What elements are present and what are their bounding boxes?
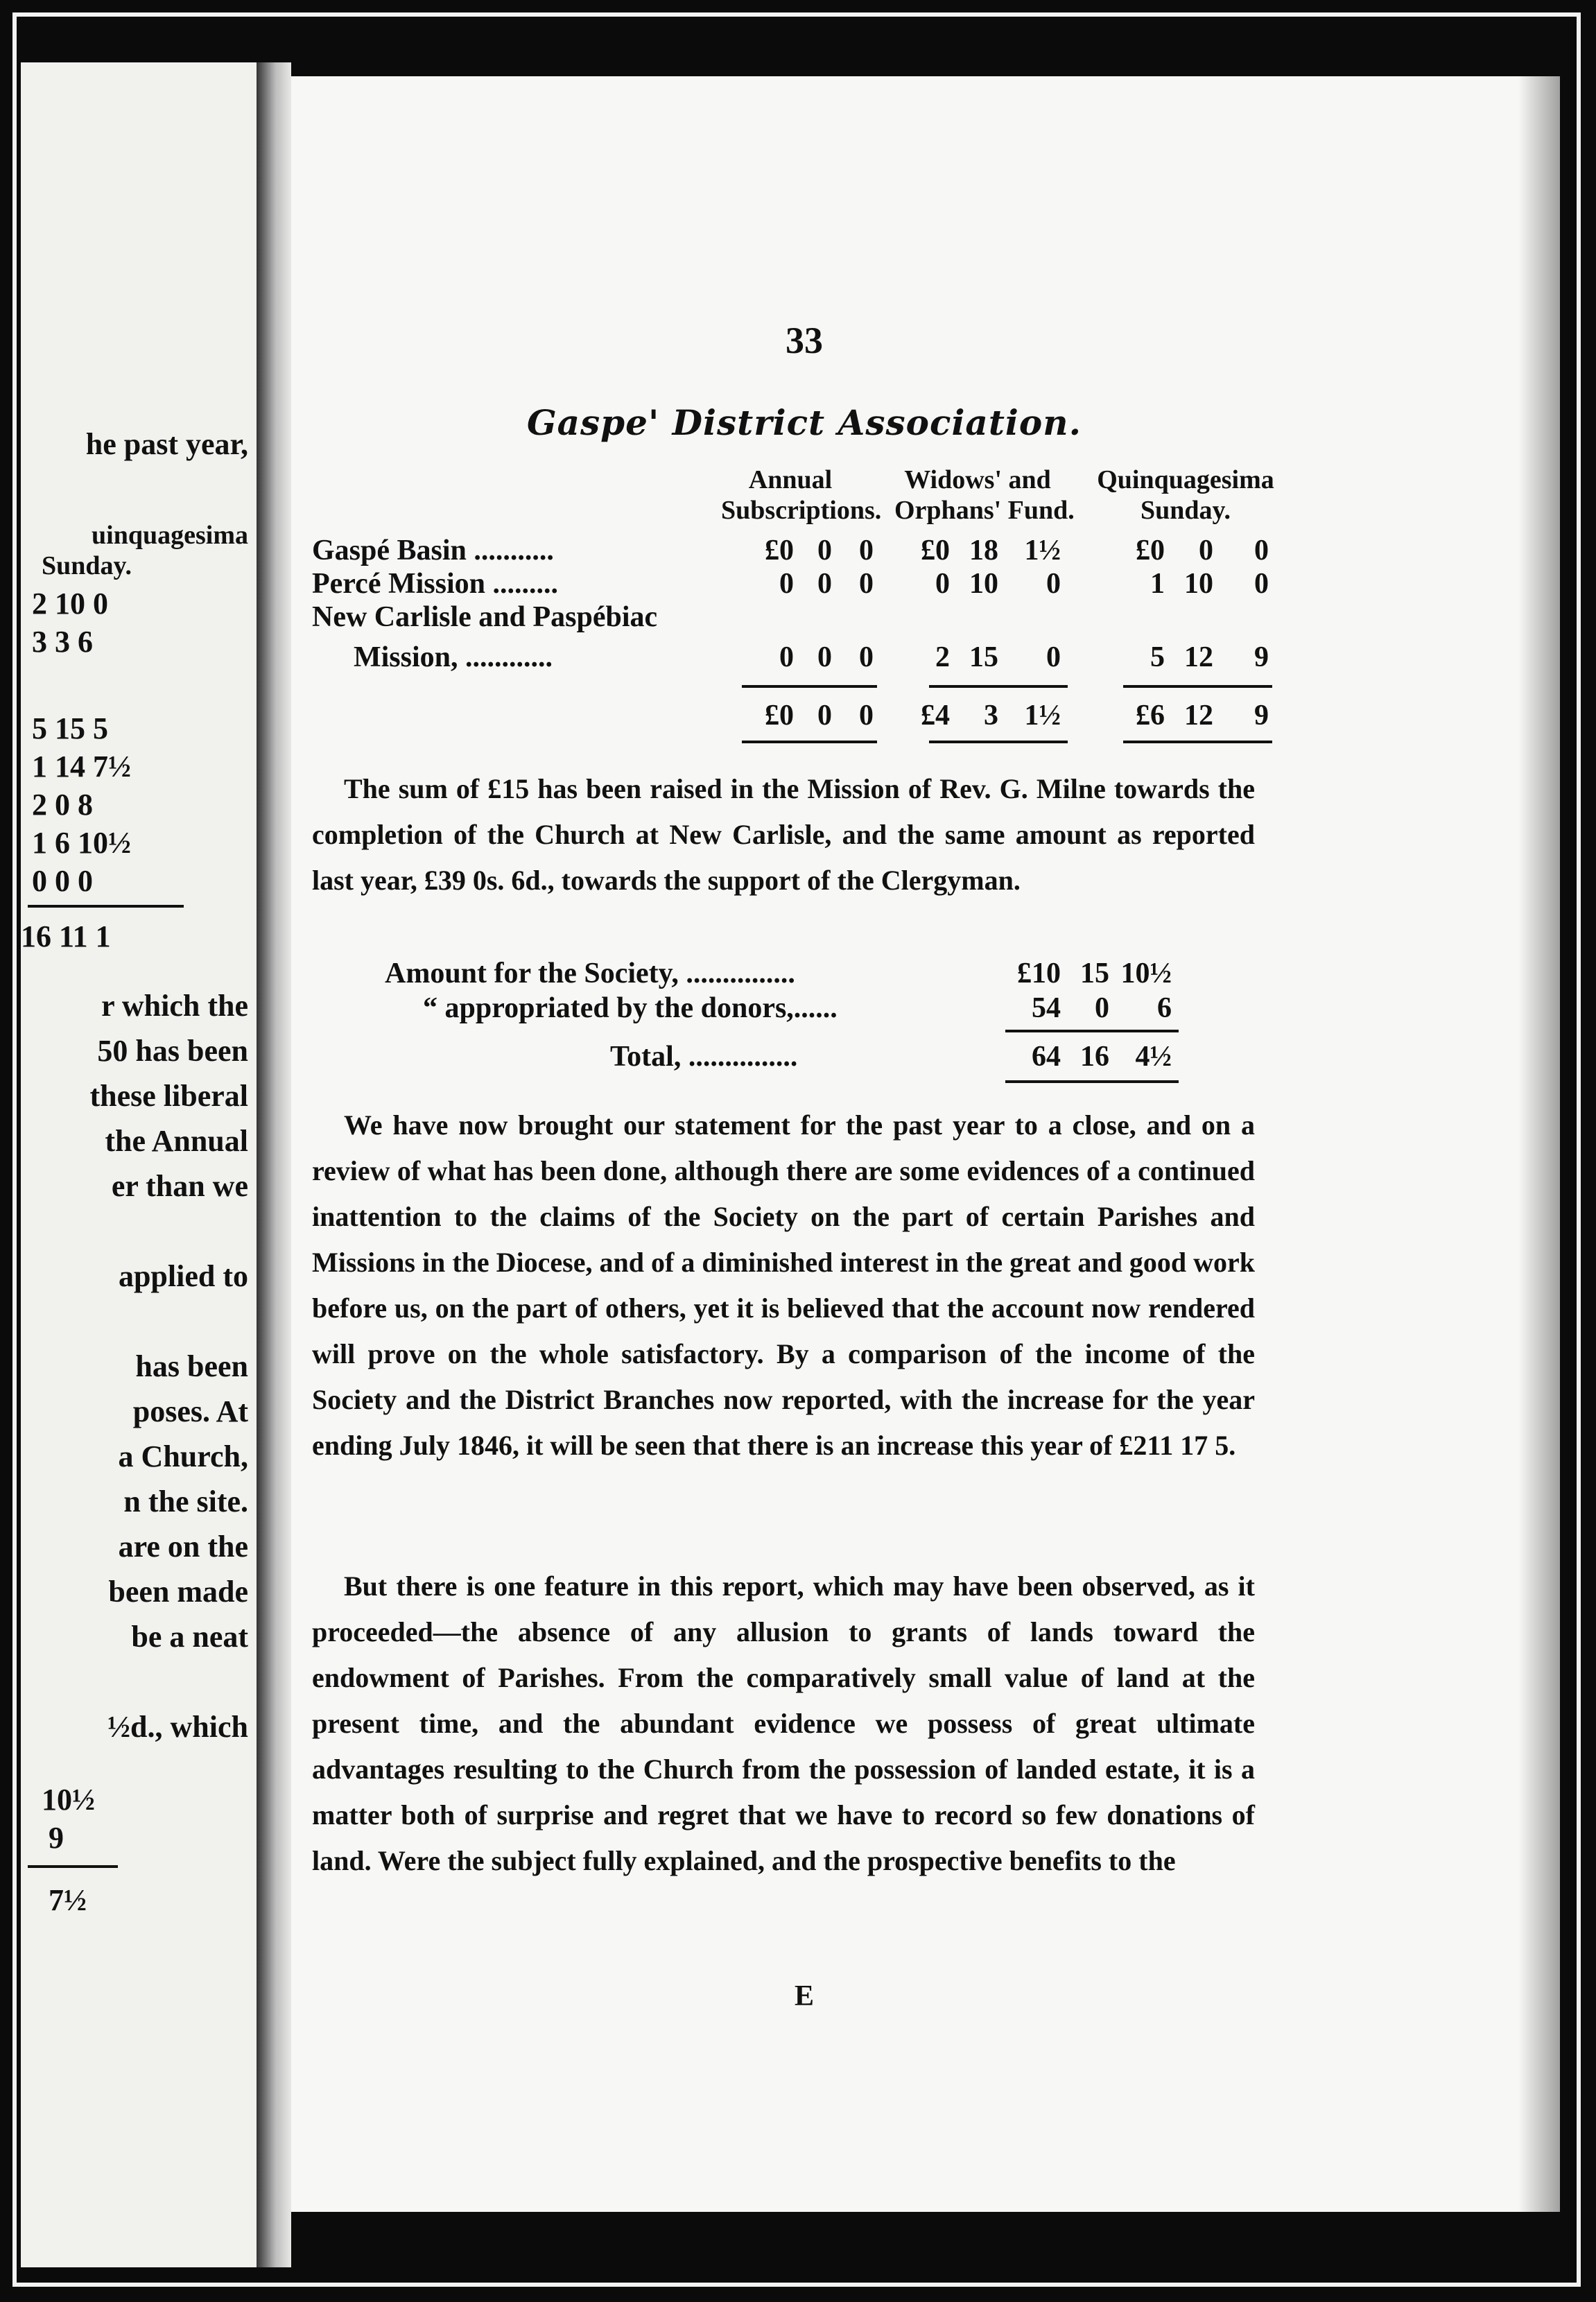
- left-text-fragment: a Church,: [118, 1439, 248, 1473]
- table-cell: £0: [921, 535, 950, 566]
- page-edge-shadow: [1518, 76, 1560, 2212]
- table-cell: 10: [969, 568, 998, 600]
- table-cell: 1½: [1024, 535, 1061, 566]
- table-cell: 18: [969, 535, 998, 566]
- table-cell: 0: [859, 568, 874, 600]
- left-text-fragment: n the site.: [123, 1485, 248, 1518]
- summary-total-value: 16: [1080, 1041, 1109, 1073]
- table-cell: 0: [817, 568, 832, 600]
- paragraph: But there is one feature in this report, which may have been observed, as it proceeded—the absence of any allusion to grants of lands toward the endowment of Parishes. From the comparatively small value of land at the present time, and the abundant evidence we possess of great ultimate advantages resulting to the Church from the possession of landed estate, it is a matter both of surprise and regret that we have to record so few donations of land. Were the subject fully explained, and the prospective benefits to the: [312, 1570, 1255, 1876]
- table-cell: 5: [1150, 641, 1165, 673]
- summary-label: Amount for the Society, ...............: [385, 958, 795, 989]
- left-text-fragment: are on the: [118, 1530, 248, 1564]
- column-header-quinquagesima: Quinquagesima Sunday.: [1097, 465, 1274, 525]
- table-cell: 0: [1254, 568, 1269, 600]
- table-cell: 10: [1184, 568, 1213, 600]
- paragraph: We have now brought our statement for the past year to a close, and on a review of what has been done, although there are some evidences of a continued inattention to the claims of the Society on the part of certain Parishes and Missions in the Diocese, and of a diminished interest in the great and good work before us, on the part of others, yet it is believed that the account now rendered will prove on the whole satisfactory. By a comparison of the income of the Society and the District Branches now reported, with the increase for the year ending July 1846, it will be seen that there is an increase this year of £211 17 5.: [312, 1109, 1255, 1461]
- table-cell: 0: [779, 568, 794, 600]
- table-row-name: Gaspé Basin ...........: [312, 535, 554, 566]
- left-text-fragment: these liberal: [89, 1079, 248, 1113]
- left-text-fragment: 1 6 10½: [32, 826, 131, 860]
- summary-label: “ appropriated by the donors,......: [423, 992, 838, 1024]
- table-cell: 0: [817, 535, 832, 566]
- section-title: Gaspe' District Association.: [526, 402, 1082, 443]
- summary-value: 6: [1157, 992, 1172, 1024]
- left-text-fragment: er than we: [111, 1169, 248, 1203]
- table-cell: 0: [859, 535, 874, 566]
- left-text-fragment: poses. At: [132, 1394, 248, 1428]
- table-rule: [742, 685, 877, 688]
- summary-total-value: 64: [1032, 1041, 1061, 1073]
- left-text-fragment: the Annual: [105, 1124, 248, 1158]
- summary-value: 10½: [1120, 958, 1172, 989]
- left-text-fragment: uinquagesima: [92, 521, 248, 550]
- summary-value: £10: [1017, 958, 1061, 989]
- left-text-fragment: 2 10 0: [32, 587, 108, 621]
- left-text-fragment: be a neat: [131, 1620, 248, 1654]
- signature-mark: E: [794, 1980, 814, 2012]
- table-cell: 0: [1046, 641, 1061, 673]
- left-text-fragment: 0 0 0: [32, 864, 93, 898]
- table-cell: 0: [859, 641, 874, 673]
- table-total: 1½: [1024, 700, 1061, 732]
- table-total: £6: [1136, 700, 1165, 732]
- left-text-fragment: ½d., which: [107, 1710, 248, 1744]
- left-text-fragment: 7½: [49, 1883, 87, 1917]
- paragraph: The sum of £15 has been raised in the Mission of Rev. G. Milne towards the completion of the Church at New Carlisle, and the same amount as reported last year, £39 0s. 6d., towards the support of the Clergyman.: [312, 773, 1255, 896]
- table-cell: 2: [935, 641, 950, 673]
- left-text-fragment: he past year,: [85, 427, 248, 461]
- table-cell: 0: [1254, 535, 1269, 566]
- table-cell: 15: [969, 641, 998, 673]
- table-total: 3: [984, 700, 998, 732]
- summary-value: 15: [1080, 958, 1109, 989]
- summary-total-label: Total, ...............: [610, 1041, 798, 1073]
- table-cell: 0: [935, 568, 950, 600]
- column-header-widows: Widows' and Orphans' Fund.: [894, 465, 1075, 525]
- left-text-fragment: Sunday.: [42, 551, 132, 580]
- table-cell: 12: [1184, 641, 1213, 673]
- table-cell: £0: [1136, 535, 1165, 566]
- left-text-fragment: 2 0 8: [32, 788, 93, 822]
- summary-rule: [1005, 1030, 1179, 1032]
- table-total: 9: [1254, 700, 1269, 732]
- summary-rule: [1005, 1080, 1179, 1083]
- summary-value: 0: [1095, 992, 1109, 1024]
- left-text-fragment: 5 15 5: [32, 711, 108, 745]
- summary-value: 54: [1032, 992, 1061, 1024]
- table-row-name: New Carlisle and Paspébiac: [312, 601, 658, 633]
- page-number: 33: [786, 320, 823, 361]
- table-total: 12: [1184, 700, 1213, 732]
- left-text-fragment: 50 has been: [97, 1034, 248, 1068]
- left-text-fragment: 10½: [42, 1783, 95, 1817]
- table-cell: 0: [817, 641, 832, 673]
- table-cell: 9: [1254, 641, 1269, 673]
- table-cell: £0: [765, 535, 794, 566]
- table-cell: 0: [779, 641, 794, 673]
- column-header-annual: Annual Subscriptions.: [721, 465, 882, 525]
- table-row-name: Mission, ............: [354, 641, 553, 673]
- table-rule: [742, 741, 877, 743]
- left-text-fragment: 1 14 7½: [32, 750, 131, 784]
- summary-total-value: 4½: [1135, 1041, 1172, 1073]
- table-row-name: Percé Mission .........: [312, 568, 558, 600]
- table-total: £4: [921, 700, 950, 732]
- table-cell: 0: [1199, 535, 1213, 566]
- left-rule: [28, 905, 184, 908]
- table-total: £0: [765, 700, 794, 732]
- table-cell: 1: [1150, 568, 1165, 600]
- left-text-fragment: 3 3 6: [32, 625, 93, 659]
- left-text-fragment: been made: [108, 1575, 248, 1609]
- left-text-fragment: 16 11 1: [21, 919, 111, 953]
- table-total: 0: [817, 700, 832, 732]
- left-text-fragment: r which the: [101, 989, 248, 1023]
- table-rule: [929, 741, 1068, 743]
- left-text-fragment: has been: [135, 1349, 248, 1383]
- left-page-fragment: [21, 62, 257, 2267]
- left-rule: [28, 1865, 118, 1868]
- table-rule: [1123, 741, 1272, 743]
- table-total: 0: [859, 700, 874, 732]
- table-rule: [929, 685, 1068, 688]
- table-rule: [1123, 685, 1272, 688]
- left-text-fragment: applied to: [118, 1259, 248, 1293]
- table-cell: 0: [1046, 568, 1061, 600]
- book-gutter: [257, 62, 291, 2267]
- left-text-fragment: 9: [49, 1821, 64, 1855]
